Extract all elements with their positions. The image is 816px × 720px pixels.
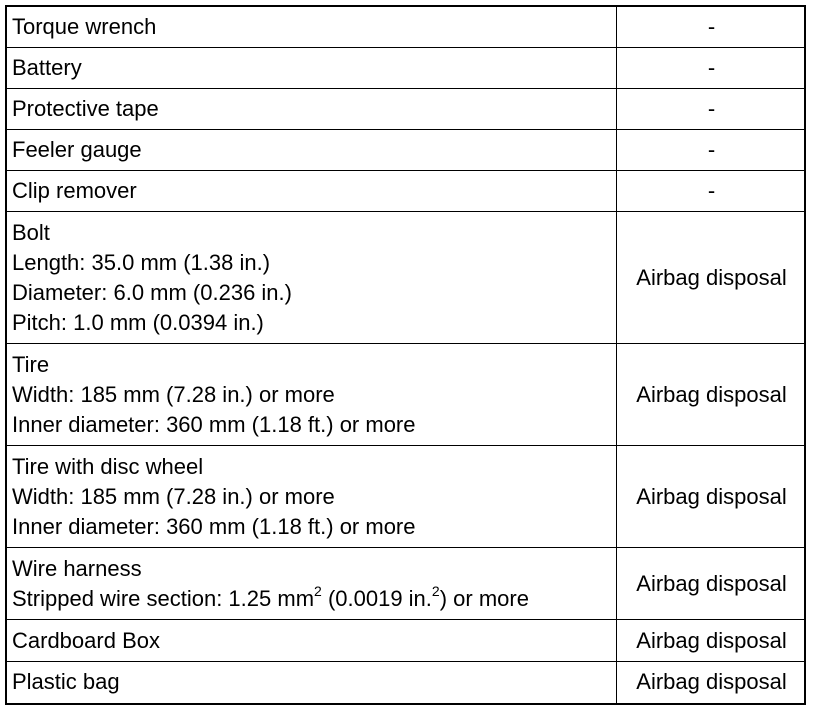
superscript: 2 xyxy=(431,582,440,599)
use-cell: - xyxy=(617,171,806,212)
table-row xyxy=(6,130,805,171)
spec-text-a: Stripped wire section: 1.25 mm xyxy=(12,585,315,611)
table-row xyxy=(6,48,805,89)
table-row xyxy=(6,344,805,446)
item-cell xyxy=(6,48,617,89)
spec-width: Width: 185 mm (7.28 in.) or more xyxy=(12,483,335,509)
use-cell: - xyxy=(617,130,806,171)
superscript: 2 xyxy=(314,582,322,599)
spec-width: Width: 185 mm (7.28 in.) or more xyxy=(12,381,335,407)
use-cell: Airbag disposal xyxy=(617,620,806,662)
table-row xyxy=(6,446,805,548)
item-name: Feeler gauge xyxy=(12,137,142,162)
use-cell: Airbag disposal xyxy=(617,446,806,548)
table-row xyxy=(6,662,805,704)
item-name: Tire xyxy=(12,351,50,377)
item-name: Tire with disc wheel xyxy=(12,453,204,479)
item-name: Battery xyxy=(12,55,82,80)
spec-pitch: Pitch: 1.0 mm (0.0394 in.) xyxy=(12,309,264,335)
item-name: Bolt xyxy=(12,219,50,245)
item-name: Clip remover xyxy=(12,178,137,203)
use-cell: Airbag disposal xyxy=(617,344,806,446)
spec-text-c: ) or more xyxy=(439,585,529,611)
item-cell xyxy=(6,89,617,130)
item-cell xyxy=(6,620,617,662)
item-name: Protective tape xyxy=(12,96,159,121)
item-cell xyxy=(6,130,617,171)
spec-diameter: Diameter: 6.0 mm (0.236 in.) xyxy=(12,279,292,305)
use-cell: - xyxy=(617,48,806,89)
table-row xyxy=(6,620,805,662)
item-name: Plastic bag xyxy=(12,669,120,695)
item-cell xyxy=(6,662,617,704)
table-row xyxy=(6,171,805,212)
table-row xyxy=(6,548,805,620)
spec-text-b: (0.0019 in. xyxy=(321,585,432,611)
table-row xyxy=(6,6,805,48)
item-cell xyxy=(6,446,617,548)
use-cell: Airbag disposal xyxy=(617,662,806,704)
item-name: Cardboard Box xyxy=(12,627,160,653)
use-cell: - xyxy=(617,89,806,130)
spec-inner-diameter: Inner diameter: 360 mm (1.18 ft.) or more xyxy=(12,411,416,437)
use-cell: Airbag disposal xyxy=(617,212,806,344)
table-row xyxy=(6,89,805,130)
tools-table xyxy=(5,5,806,705)
table-row xyxy=(6,212,805,344)
use-cell: Airbag disposal xyxy=(617,548,806,620)
item-cell xyxy=(6,171,617,212)
item-cell xyxy=(6,548,617,620)
spec-inner-diameter: Inner diameter: 360 mm (1.18 ft.) or more xyxy=(12,513,416,539)
item-name: Wire harness xyxy=(12,555,142,581)
item-cell xyxy=(6,212,617,344)
use-cell: - xyxy=(617,6,806,48)
spec-stripped-wire-section xyxy=(12,584,616,614)
spec-length: Length: 35.0 mm (1.38 in.) xyxy=(12,249,271,275)
item-name: Torque wrench xyxy=(12,14,157,39)
item-cell xyxy=(6,6,617,48)
item-cell xyxy=(6,344,617,446)
